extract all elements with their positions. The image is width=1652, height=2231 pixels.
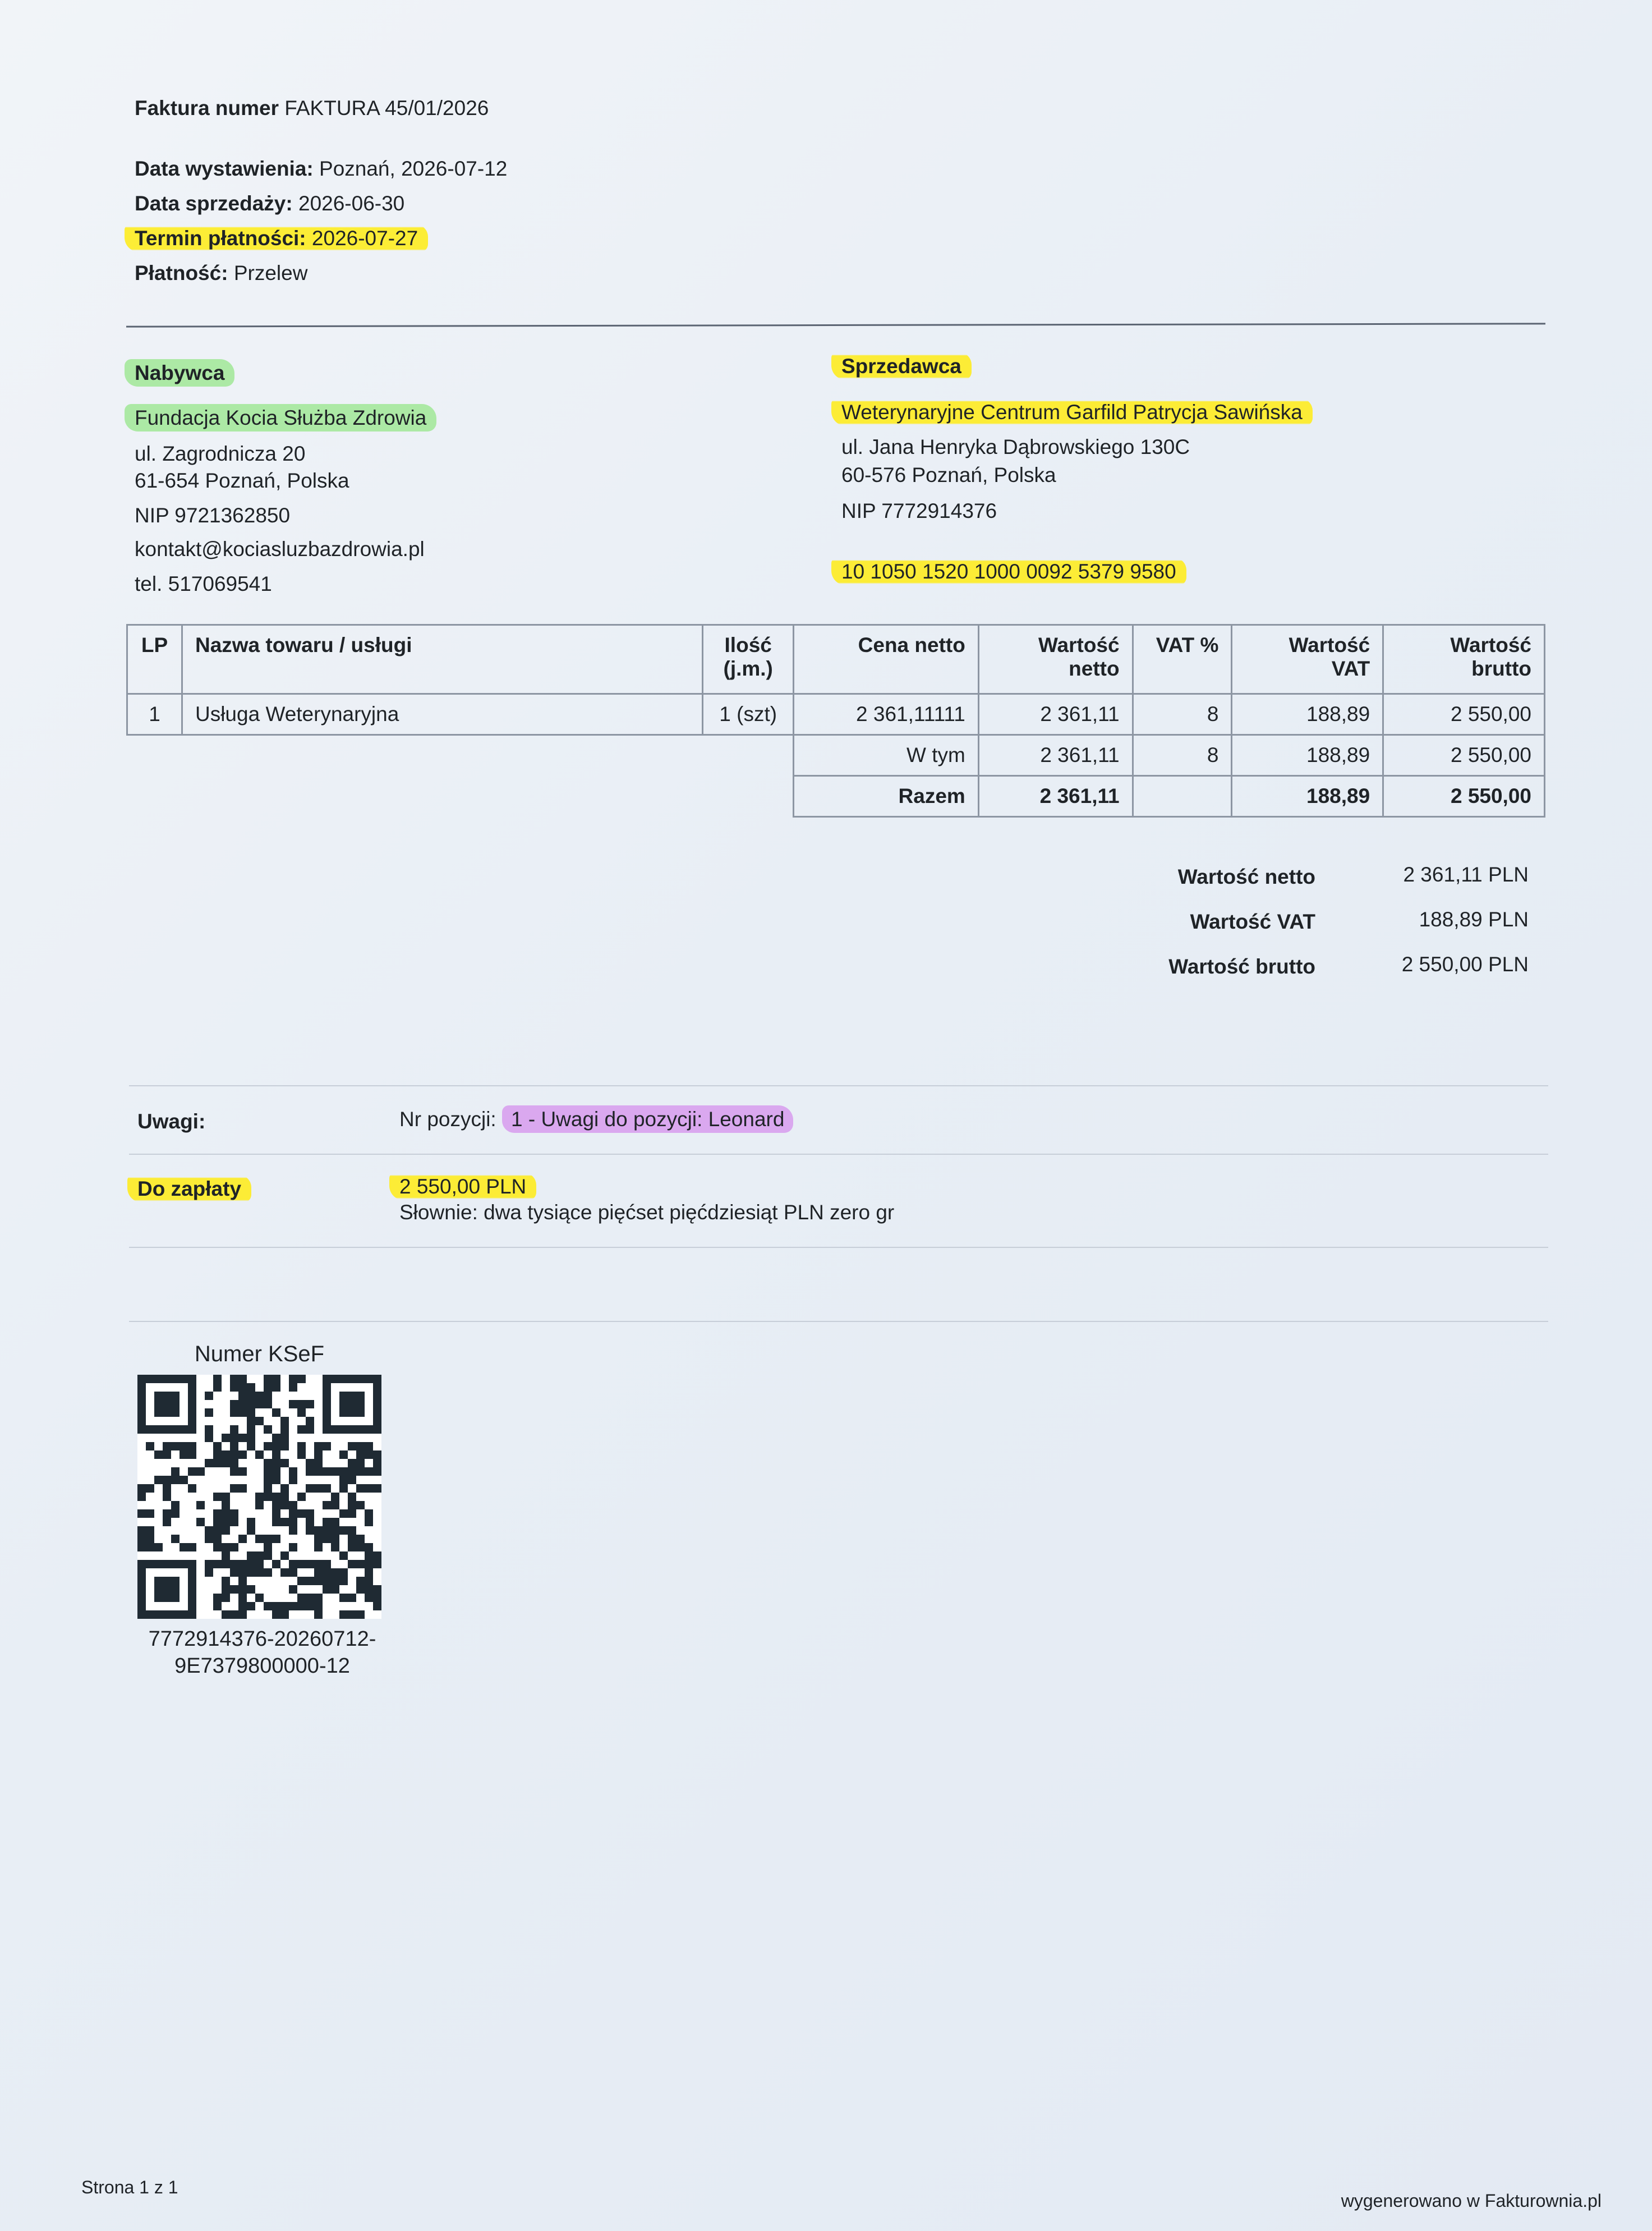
due-label: Do zapłaty <box>137 1176 251 1202</box>
wtym-vat-val: 188,89 <box>1232 735 1383 776</box>
table-header-row <box>127 625 1545 694</box>
col-price: Cena netto <box>794 625 979 694</box>
seller-nip: NIP 7772914376 <box>841 499 997 522</box>
razem-row <box>127 776 1545 817</box>
razem-label: Razem <box>794 776 979 817</box>
summary-gross-label: Wartość brutto <box>1168 955 1315 978</box>
wtym-gross: 2 550,00 <box>1383 735 1545 776</box>
ksef-qr-code <box>137 1375 381 1619</box>
col-lp: LP <box>127 625 182 694</box>
razem-gross: 2 550,00 <box>1383 776 1545 817</box>
ksef-number: 7772914376-20260712- 9E7379800000-12 <box>148 1627 376 1678</box>
row-gross: 2 550,00 <box>1383 694 1545 735</box>
wtym-label: W tym <box>794 735 979 776</box>
seller-name: Weterynaryjne Centrum Garfild Patrycja Sawińska <box>841 400 1313 425</box>
col-vat-val: Wartość VAT <box>1232 625 1383 694</box>
col-gross: Wartość brutto <box>1383 625 1545 694</box>
due-date-highlight: Termin płatności: 2026-07-27 <box>125 224 428 252</box>
sale-date: Data sprzedaży: 2026-06-30 <box>135 192 405 215</box>
summary-gross-value: 2 550,00 PLN <box>1401 953 1529 976</box>
summary-net-value: 2 361,11 PLN <box>1403 863 1529 886</box>
due-date <box>135 226 428 251</box>
razem-vat-pct <box>1133 776 1232 817</box>
notes-label: Uwagi: <box>137 1110 206 1133</box>
row-name: Usługa Weterynaryjna <box>182 694 702 735</box>
header-divider <box>126 323 1545 327</box>
wtym-net: 2 361,11 <box>978 735 1133 776</box>
divider-notes-bottom <box>129 1154 1548 1155</box>
seller-city: 60-576 Poznań, Polska <box>841 463 1056 486</box>
row-lp: 1 <box>127 694 182 735</box>
buyer-heading: Nabywca <box>135 360 234 386</box>
ksef-label: Numer KSeF <box>194 1342 325 1366</box>
issue-date: Data wystawienia: Poznań, 2026-07-12 <box>135 157 508 180</box>
buyer-nip: NIP 9721362850 <box>135 504 291 527</box>
row-net: 2 361,11 <box>978 694 1133 735</box>
generated-by: wygenerowano w Fakturownia.pl <box>1341 2191 1602 2211</box>
razem-vat-val: 188,89 <box>1232 776 1383 817</box>
row-vat-pct: 8 <box>1133 694 1232 735</box>
buyer-name: Fundacja Kocia Służba Zdrowia <box>135 405 436 431</box>
col-qty: Ilość (j.m.) <box>703 625 794 694</box>
col-name: Nazwa towaru / usługi <box>182 625 702 694</box>
seller-heading: Sprzedawca <box>841 354 972 379</box>
divider-ksef-top <box>129 1321 1548 1322</box>
notes-text: Nr pozycji: 1 - Uwagi do pozycji: Leonard <box>399 1107 793 1132</box>
row-vat-val: 188,89 <box>1232 694 1383 735</box>
divider-notes-top <box>129 1085 1548 1086</box>
divider-due-bottom <box>129 1247 1548 1248</box>
items-table <box>126 624 1545 818</box>
due-amount: 2 550,00 PLN <box>399 1174 536 1200</box>
buyer-phone: tel. 517069541 <box>135 572 272 595</box>
seller-street: ul. Jana Henryka Dąbrowskiego 130C <box>841 435 1190 458</box>
wtym-vat-pct: 8 <box>1133 735 1232 776</box>
razem-net: 2 361,11 <box>978 776 1133 817</box>
seller-account: 10 1050 1520 1000 0092 5379 9580 <box>841 559 1186 585</box>
summary-vat-label: Wartość VAT <box>1190 910 1315 933</box>
buyer-email: kontakt@kociasluzbazdrowia.pl <box>135 538 425 561</box>
row-qty: 1 (szt) <box>703 694 794 735</box>
col-vat-pct: VAT % <box>1133 625 1232 694</box>
wtym-row <box>127 735 1545 776</box>
page-number: Strona 1 z 1 <box>81 2177 178 2197</box>
col-net: Wartość netto <box>978 625 1133 694</box>
due-words: Słownie: dwa tysiące pięćset pięćdziesiąt PLN zero gr <box>399 1201 895 1224</box>
invoice-title: Faktura numer FAKTURA 45/01/2026 <box>135 97 489 120</box>
summary-vat-value: 188,89 PLN <box>1419 908 1529 931</box>
payment-method: Płatność: Przelew <box>135 261 308 284</box>
buyer-city: 61-654 Poznań, Polska <box>135 469 349 492</box>
buyer-street: ul. Zagrodnicza 20 <box>135 442 306 465</box>
row-price: 2 361,11111 <box>794 694 979 735</box>
table-row <box>127 694 1545 735</box>
summary-net-label: Wartość netto <box>1177 865 1315 888</box>
